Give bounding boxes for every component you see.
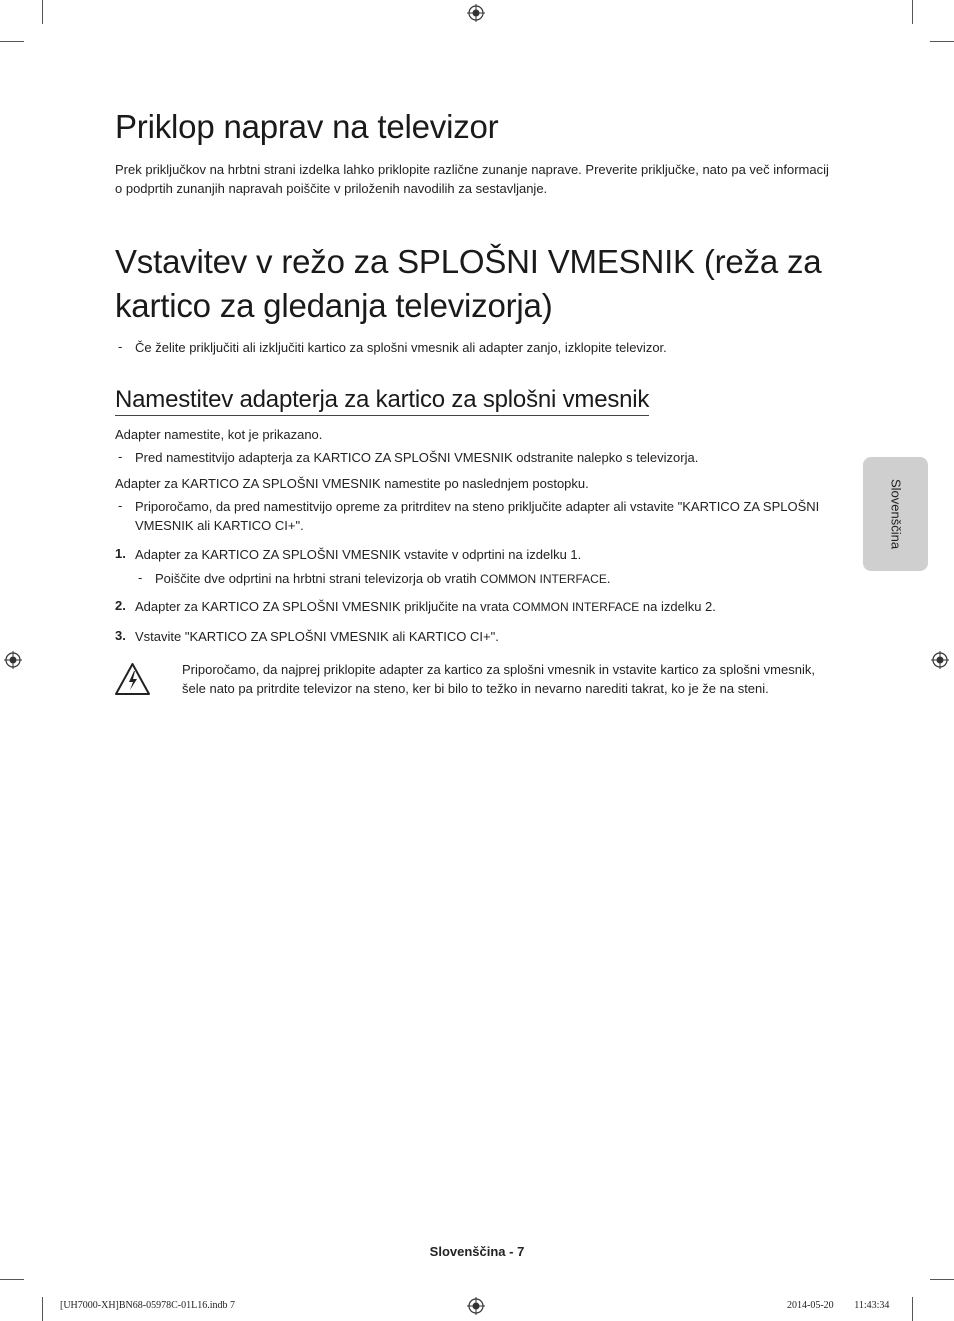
port-name: COMMON INTERFACE bbox=[512, 600, 640, 614]
crop-mark bbox=[42, 1297, 43, 1321]
registration-mark-icon bbox=[467, 4, 485, 22]
step-number: 3. bbox=[115, 628, 126, 643]
page-footer: Slovenščina - 7 bbox=[429, 1244, 525, 1259]
section-note: Če želite priključiti ali izključiti kartico za splošni vmesnik ali adapter zanjo, izklopite televizor. bbox=[135, 340, 667, 355]
registration-mark-icon bbox=[931, 651, 949, 669]
bullet-dash: - bbox=[118, 498, 123, 513]
crop-mark bbox=[930, 41, 954, 42]
warning-text: Priporočamo, da najprej priklopite adapter za kartico za splošni vmesnik in vstavite kartico za splošni vmesnik, šele nato pa pritrdite televizor na steno, ker bi bilo to težko in nevarno narediti takrat, ko je že na steni. bbox=[182, 662, 815, 696]
step-number: 1. bbox=[115, 546, 126, 561]
port-name: COMMON INTERFACE bbox=[480, 572, 607, 586]
bullet-dash: - bbox=[118, 339, 123, 354]
page-title: Priklop naprav na televizor bbox=[115, 108, 499, 145]
crop-mark bbox=[0, 41, 24, 42]
registration-mark-icon bbox=[4, 651, 22, 669]
side-tab-label: Slovenščina bbox=[888, 478, 903, 550]
step-number: 2. bbox=[115, 598, 126, 613]
warning-triangle-icon bbox=[114, 662, 151, 696]
step-text: Adapter za KARTICO ZA SPLOŠNI VMESNIK vstavite v odprtini na izdelku 1. bbox=[135, 547, 582, 562]
print-meta-file: [UH7000-XH]BN68-05978C-01L16.indb 7 bbox=[60, 1300, 235, 1311]
crop-mark bbox=[930, 1279, 954, 1280]
paragraph-procedure: Adapter za KARTICO ZA SPLOŠNI VMESNIK namestite po naslednjem postopku. bbox=[115, 476, 589, 491]
registration-mark-icon bbox=[467, 1297, 485, 1315]
bullet-dash: - bbox=[118, 449, 123, 464]
crop-mark bbox=[0, 1279, 24, 1280]
crop-mark bbox=[912, 1297, 913, 1321]
intro-paragraph: Prek priključkov na hrbtni strani izdelka lahko priklopite različne zunanje naprave. Preverite priključke, nato pa več informacij o podprtih zunanjih napravah poiščite v priloženih navodilih za sestavljanje. bbox=[115, 162, 829, 196]
step-text: Adapter za KARTICO ZA SPLOŠNI VMESNIK priključite na vrata COMMON INTERFACE na izdelku 2. bbox=[135, 599, 716, 614]
crop-mark bbox=[42, 0, 43, 24]
paragraph-adapter: Adapter namestite, kot je prikazano. bbox=[115, 427, 323, 442]
bullet-dash: - bbox=[138, 570, 143, 585]
print-meta-date: 2014-05-20 ￿￿ 11:43:34 bbox=[787, 1300, 890, 1311]
crop-mark bbox=[912, 0, 913, 24]
section-title: Vstavitev v režo za SPLOŠNI VMESNIK (reža za kartico za gledanja televizorja) bbox=[115, 243, 822, 324]
step-text: Vstavite "KARTICO ZA SPLOŠNI VMESNIK ali KARTICO CI+". bbox=[135, 629, 499, 644]
note-wall-mount: Priporočamo, da pred namestitvijo opreme za pritrditev na steno priključite adapter ali vstavite "KARTICO ZA SPLOŠNI VMESNIK ali KARTICO CI+". bbox=[135, 499, 820, 533]
subsection-title: Namestitev adapterja za kartico za splošni vmesnik bbox=[115, 386, 649, 416]
language-side-tab bbox=[863, 457, 928, 571]
step-note: Poiščite dve odprtini na hrbtni strani televizorja ob vratih COMMON INTERFACE. bbox=[155, 571, 611, 586]
note-sticker: Pred namestitvijo adapterja za KARTICO ZA SPLOŠNI VMESNIK odstranite nalepko s televizorja. bbox=[135, 450, 699, 465]
